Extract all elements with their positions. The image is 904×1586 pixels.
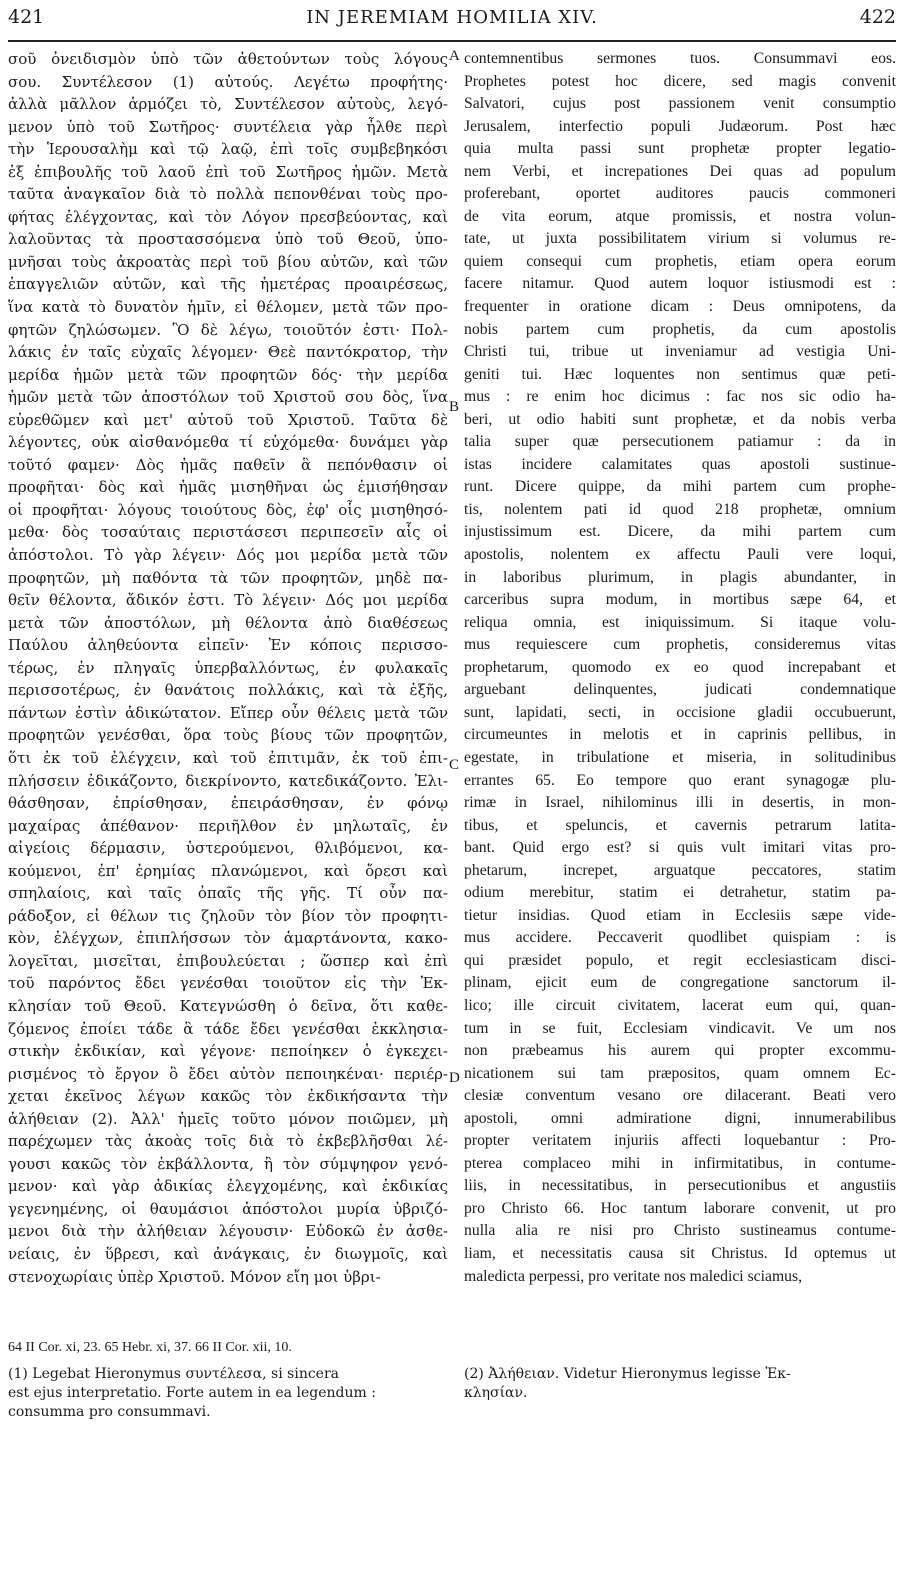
latin-text-line: liis, in necessitatibus, in persecutionibus et angustiis bbox=[464, 1177, 896, 1195]
greek-text-line: λογεῖται, μισεῖται, ἐπιβουλεύεται ; ὥσπερ καὶ ἐπὶ bbox=[8, 951, 448, 970]
greek-text-line: περισσοτέρως, ἐν θανάτοις πολλάκις, καὶ τὰ ἑξῆς, bbox=[8, 681, 448, 700]
latin-text-line: reliqua omnia, est iniquissimum. Si itaque volu- bbox=[464, 613, 896, 631]
greek-text-line: χεται ἐκεῖνος λέγων κακῶς τὸν ἐκδικήσαντα τὴν bbox=[8, 1087, 448, 1106]
latin-text-line: odium merebitur, statim ei detrahetur, statim pa- bbox=[464, 884, 896, 902]
greek-text-line: ὅτι ἐκ τοῦ ἐλέγχειν, καὶ τοῦ ἐπιτιμᾶν, ἐκ τοῦ ἐπι- bbox=[8, 748, 448, 767]
greek-text-line: σου. Συντέλεσον (1) αὐτούς. Λεγέτω προφήτης· bbox=[8, 72, 448, 91]
latin-text-line: in laboribus plurimum, in plagis abundanter, in bbox=[464, 568, 896, 586]
latin-text-line: contemnentibus sermones tuos. Consummavi eos. bbox=[464, 50, 896, 67]
greek-text-line: θεῖν θέλοντα, ἄδικόν ἐστι. Τὸ λέγειν· Δός μοι μερίδα bbox=[8, 591, 448, 610]
latin-text-line: pterea complaceo mihi in infirmitatibus, in contume- bbox=[464, 1154, 896, 1172]
footnote-line: consumma pro consummavi. bbox=[8, 1404, 211, 1420]
greek-text-line: μενον ὑπὸ τοῦ Σωτῆρος· συντέλεια γὰρ ἦλθε περὶ bbox=[8, 117, 448, 136]
latin-text-line: clesiæ conventum vesano ore dilacerant. Beati vero bbox=[464, 1087, 896, 1105]
greek-text-line: στενοχωρίαις ὑπὲρ Χριστοῦ. Μόνον εἴη μοι ὑβρι- bbox=[8, 1267, 381, 1286]
latin-text-line: tibus, et speluncis, et cavernis petrarum latita- bbox=[464, 816, 896, 834]
latin-text-line: tate, ut juxta possibilitatem virium si volumus re- bbox=[464, 230, 896, 248]
latin-text-line: apostolis, nolentem ex affectu Pauli vere loqui, bbox=[464, 546, 896, 564]
latin-text-line: liam, et necessitatis causa sit Christus. Id optemus ut bbox=[464, 1244, 896, 1262]
latin-text-line: prophetarum, quomodo ex eo quod increpabant et bbox=[464, 658, 896, 676]
latin-text-line: quiem consequi cum prophetis, etiam opera eorum bbox=[464, 252, 896, 270]
section-marker-d: D bbox=[449, 1070, 460, 1086]
latin-text-line: Christi tui, tribue ut inveniamur ad vestigia Uni- bbox=[464, 343, 896, 361]
latin-text-line: apostoli, omni admiratione digni, innumerabilibus bbox=[464, 1109, 896, 1127]
greek-text-line: ἡμῶν μετὰ τῶν ἀποστόλων τοῦ Χριστοῦ σου δὸς, ἵνα bbox=[8, 388, 448, 407]
greek-text-line: προφητῶν γενέσθαι, ὅρα τοὺς βίους τῶν προφητῶν, bbox=[8, 726, 448, 745]
greek-text-line: κὸν, ἐλέγχων, ἐπιπλήσσων τὸν ἁμαρτάνοντα, κακο- bbox=[8, 929, 448, 948]
latin-text-line: nulla alia re nisi pro Christo sustineamus contume- bbox=[464, 1222, 896, 1240]
greek-text-line: ζόμενος ἐποίει τάδε ἃ τάδε ἔδει γενέσθαι ἐκκλησια- bbox=[8, 1019, 448, 1038]
greek-text-line: θάσθησαν, ἐπρίσθησαν, ἐπειράσθησαν, ἐν φόνῳ bbox=[8, 794, 448, 813]
greek-text-line: κούμενοι, ἐπ' ἐρημίας πλανώμενοι, καὶ ὄρεσι καὶ bbox=[8, 861, 448, 880]
greek-text-line: προφῆται· δὸς καὶ ἡμᾶς μισηθῆναι ὡς ἐμισήθησαν bbox=[8, 478, 448, 497]
latin-text-line: errantes 65. Eo tempore quo erant synagogæ plu- bbox=[464, 771, 896, 789]
greek-text-line: σπηλαίοις, καὶ ταῖς ὀπαῖς τῆς γῆς. Τί οὖν πα- bbox=[8, 884, 448, 903]
greek-text-line: λαλοῦντας τὰ προστασσόμενα ὑπὸ τοῦ Θεοῦ, ὑπο- bbox=[8, 230, 448, 249]
latin-text-line: phetarum, increpet, arguatque peccatores, statim bbox=[464, 861, 896, 879]
greek-text-line: ἀλλὰ μᾶλλον ἁρμόζει τὸ, Συντέλεσον αὐτοὺς, λεγό- bbox=[8, 95, 448, 114]
latin-text-line: injustissimum est. Dicere, da mihi partem cum bbox=[464, 523, 896, 541]
latin-text-line: non præbeamus his aurem qui propter excommu- bbox=[464, 1042, 896, 1060]
greek-text-line: λάκις ἐν ταῖς εὐχαῖς λέγομεν· Θεὲ παντόκρατορ, τὴν bbox=[8, 343, 448, 362]
latin-text-line: runt. Dicere quippe, da mihi partem cum prophe- bbox=[464, 478, 896, 496]
latin-text-line: mus : re enim hoc dicimus : fac nos sic odio ha- bbox=[464, 388, 896, 406]
greek-text-line: παρέχωμεν τὰς ἀκοὰς τοῖς διὰ τὸ ἐκβεβλῆσθαι λέ- bbox=[8, 1132, 448, 1151]
latin-text-line: plinam, ejicit eum de congregatione sanctorum il- bbox=[464, 974, 896, 992]
latin-text-line: proferebant, oportet auditores paucis commoneri bbox=[464, 185, 896, 203]
footnote-left bbox=[8, 1365, 448, 1422]
latin-text-line: de vita eorum, atque promissis, et nostra volun- bbox=[464, 207, 896, 225]
greek-text-line: τοῦτό φαμεν· Δὸς ἡμᾶς παθεῖν ἃ πεπόνθασιν οἱ bbox=[8, 455, 448, 474]
greek-text-line: ἀλήθειαν (2). Ἀλλ' ἡμεῖς τοῦτο μόνον ποιῶμεν, μὴ bbox=[8, 1109, 448, 1128]
greek-text-line: μετὰ τῶν ἀποστόλων, μὴ θέλοντα ἀπὸ διαθέσεως bbox=[8, 613, 448, 632]
greek-text-line: πλήσσειν ἐδικάζοντο, διεκρίνοντο, κατεδικάζοντο. Ἐλι- bbox=[8, 771, 448, 790]
latin-text-line: lico; ille circuit civitatem, lacerat eum qui, quan- bbox=[464, 996, 896, 1014]
latin-text-line: mus accidere. Peccaverit quodlibet quispiam : is bbox=[464, 929, 896, 947]
greek-text-line: εὑρεθῶμεν καὶ μετ' αὐτοῦ τοῦ Χριστοῦ. Ταῦτα δὲ bbox=[8, 410, 448, 429]
latin-text-line: arguebant delinquentes, judicati condemnatique bbox=[464, 681, 896, 699]
greek-text-line: μνῆσαι τοὺς ἀκροατὰς περὶ τοῦ βίου αὐτῶν, καὶ τῶν bbox=[8, 252, 448, 271]
latin-text-line: sunt, lapidati, secti, in occisione gladii occubuerunt, bbox=[464, 703, 896, 721]
latin-text-line: egestate, in tribulatione et miseria, in solitudinibus bbox=[464, 748, 896, 766]
greek-text-line: ράδοξον, εἰ θέλων τις ζηλοῦν τὸν βίον τὸν προφητι- bbox=[8, 906, 448, 925]
latin-text-line: qui præsidet populo, et regit ecclesiasticam disci- bbox=[464, 951, 896, 969]
latin-text-line: facere nitamur. Quod autem loquor istiusmodi est : bbox=[464, 275, 896, 293]
latin-text-line: maledicta perpessi, pro veritate nos maledici sciamus, bbox=[464, 1267, 803, 1285]
greek-text-line: τὴν Ἱερουσαλὴμ καὶ τῷ λαῷ, ἐπὶ τοῖς συμβεβηκόσι bbox=[8, 140, 448, 159]
greek-text-line: μαχαίρας ἀπέθανον· περιῆλθον ἐν μηλωταῖς, ἐν bbox=[8, 816, 448, 835]
greek-text-line: κλησίαν τοῦ Θεοῦ. Κατεγνώσθη ὁ δεῖνα, ὅτι καθε- bbox=[8, 996, 448, 1015]
greek-text-line: προφητῶν, μὴ παθόντα τὰ τῶν προφητῶν, μηδὲ πα- bbox=[8, 568, 448, 587]
latin-text-line: istas incidere calamitates quas apostoli sustinue- bbox=[464, 455, 896, 473]
greek-text-line: φητῶν ζηλώσωμεν. Ὃ δὲ λέγω, τοιοῦτόν ἐστι· Πολ- bbox=[8, 320, 448, 339]
latin-text-column bbox=[464, 48, 896, 1288]
latin-text-line: geniti tui. Hæc loquentes non sentimus quæ peti- bbox=[464, 365, 896, 383]
footnote-line: est ejus interpretatio. Forte autem in ea legendum : bbox=[8, 1385, 376, 1401]
greek-text-line: γουσι κακῶς τὸν ἐκβάλλοντα, ἢ τὸν σύμψηφον γενό- bbox=[8, 1154, 448, 1173]
greek-text-line: οἱ προφῆται· λόγους τοιούτους δὸς, ἐφ' οἷς μισηθησό- bbox=[8, 500, 448, 519]
greek-text-line: σοῦ ὀνειδισμὸν ὑπὸ τῶν ἀθετούντων τοὺς λόγους bbox=[8, 50, 448, 68]
latin-text-line: carceribus supra modum, in mortibus sæpe 64, et bbox=[464, 591, 896, 609]
footnote-right bbox=[464, 1365, 896, 1403]
latin-text-line: quia multa passi sunt prophetæ propter legatio- bbox=[464, 140, 896, 158]
greek-text-line: ἵνα κατὰ τὸ δυνατὸν ἡμῖν, εἰ θέλομεν, μετὰ τῶν προ- bbox=[8, 298, 448, 317]
greek-text-line: τέρως, ἐν πληγαῖς ὑπερβαλλόντως, ἐν φυλακαῖς bbox=[8, 658, 448, 677]
latin-text-line: frequenter in oratione dicam : Deus omnipotens, da bbox=[464, 298, 896, 316]
greek-text-line: λέγοντες, οὐκ αἰσθανόμεθα τί εὐχόμεθα· δυνάμει γὰρ bbox=[8, 433, 448, 452]
section-marker-a: A bbox=[449, 48, 460, 64]
latin-text-line: tis, nolentem pati id quod 218 prophetæ, omnium bbox=[464, 500, 896, 518]
greek-text-line: μενον· καὶ γὰρ ἀδικίας ἐλεγχομένης, καὶ ἐκδικίας bbox=[8, 1177, 448, 1196]
greek-text-line: μερίδα ἡμῶν μετὰ τῶν προφητῶν δός· τὴν μερίδα bbox=[8, 365, 448, 384]
latin-text-line: nobis partem cum prophetis, da cum apostolis bbox=[464, 320, 896, 338]
latin-text-line: tum in se fuit, Ecclesiam vindicavit. Ve um nos bbox=[464, 1019, 896, 1037]
greek-text-line: αἰγείοις δέρμασιν, ὑστερούμενοι, θλιβόμενοι, κα- bbox=[8, 839, 448, 858]
latin-text-line: pro Christo 66. Hoc tantum laborare convenit, ut pro bbox=[464, 1199, 896, 1217]
latin-text-line: beri, ut odio habiti sunt prophetæ, et da nobis verba bbox=[464, 410, 896, 428]
greek-text-line: ἐξ ἐπιβουλῆς τοῦ λαοῦ ἐπὶ τοῦ Σωτῆρος ἡμῶν. Μετὰ bbox=[8, 162, 448, 181]
greek-text-line: μενοι διὰ τὴν ἀλήθειαν λέγουσιν· Εὐδοκῶ ἐν ἀσθε- bbox=[8, 1222, 448, 1241]
footnote-line: (2) Ἀλήθειαν. Videtur Hieronymus legisse Ἐκ- bbox=[464, 1366, 791, 1382]
latin-text-line: bant. Quid ergo est? si quis vult imitari vitas pro- bbox=[464, 839, 896, 857]
section-marker-c: C bbox=[449, 757, 460, 773]
greek-text-line: τοῦ παρόντος ἔδει γενέσθαι τοιοῦτον εἰς τὴν Ἐκ- bbox=[8, 974, 448, 993]
latin-text-line: talia super quæ persecutionem patiamur : da in bbox=[464, 433, 896, 451]
greek-text-line: ρισμένος τὸ ἔργον ὃ ἔδει αὐτὸν πεποιηκέναι· περιέρ- bbox=[8, 1064, 448, 1083]
latin-text-line: mus requiescere cum prophetis, consideremus vitas bbox=[464, 636, 896, 654]
latin-text-line: nem Verbi, et increpationes Dei quas ad populum bbox=[464, 162, 896, 180]
greek-text-line: πάντων ἐστὶν ἀδικώτατον. Εἴπερ οὖν θέλεις μετὰ τῶν bbox=[8, 703, 448, 722]
latin-text-line: rimæ in Israel, nihilominus illi in desertis, in mon- bbox=[464, 794, 896, 812]
latin-text-line: tietur insidias. Quod etiam in Ecclesiis sæpe vide- bbox=[464, 906, 896, 924]
section-marker-b: B bbox=[449, 399, 460, 415]
footnote-line: (1) Legebat Hieronymus συντέλεσα, si sincera bbox=[8, 1366, 340, 1382]
footnote-line: κλησίαν. bbox=[464, 1385, 528, 1401]
latin-text-line: nicationem sui tam præpositos, quam omnem Ec- bbox=[464, 1064, 896, 1082]
latin-text-line: Prophetes potest hoc dicere, sed magis convenit bbox=[464, 72, 896, 90]
greek-text-line: γεγενημένης, οἱ θαυμάσιοι ἀπόστολοι μυρία ὑβριζό- bbox=[8, 1199, 448, 1218]
greek-text-line: ταῦτα ἀναγκαῖον διὰ τὸ πολλὰ πεπονθέναι τοὺς προ- bbox=[8, 185, 448, 204]
greek-text-line: μεθα· δὸς τοσαύταις περιστάσεσι περιπεσεῖν αἷς οἱ bbox=[8, 523, 448, 542]
greek-text-column bbox=[8, 48, 448, 1288]
running-title: IN JEREMIAM HOMILIA XIV. bbox=[306, 7, 598, 28]
greek-text-line: νείαις, ἐν ὕβρεσι, καὶ ἀνάγκαις, ἐν διωγμοῖς, καὶ bbox=[8, 1244, 448, 1263]
latin-text-line: Salvatori, cujus post passionem venit consumptio bbox=[464, 95, 896, 113]
greek-text-line: ἀπόστολοι. Τὸ γὰρ λέγειν· Δός μοι μερίδα μετὰ τῶν bbox=[8, 546, 448, 565]
greek-text-line: στικὴν ἐκδικίαν, καὶ γέγονε· πεποίηκεν ὁ ἐγκεχει- bbox=[8, 1042, 448, 1061]
latin-text-line: circumeuntes in melotis et in caprinis pellibus, in bbox=[464, 726, 896, 744]
scripture-references: 64 II Cor. xi, 23. 65 Hebr. xi, 37. 66 II Cor. xii, 10. bbox=[8, 1340, 292, 1355]
running-header bbox=[8, 6, 896, 42]
latin-text-line: Jerusalem, interfectio populi Judæorum. Post hæc bbox=[464, 117, 896, 135]
page-number-right: 422 bbox=[859, 6, 896, 28]
latin-text-line: propter veritatem injuriis affecti loquebantur : Pro- bbox=[464, 1132, 896, 1150]
greek-text-line: φήτας ἐλέγχοντας, καὶ τὸν Λόγον πρεσβεύοντας, καὶ bbox=[8, 207, 448, 226]
greek-text-line: Παύλου ἀληθεύοντα εἰπεῖν· Ἐν κόποις περισσο- bbox=[8, 636, 448, 655]
greek-text-line: ἐπαγγελιῶν αὐτῶν, καὶ τῆς ἡμετέρας προαιρέσεως, bbox=[8, 275, 448, 294]
page-number-left: 421 bbox=[8, 6, 45, 28]
